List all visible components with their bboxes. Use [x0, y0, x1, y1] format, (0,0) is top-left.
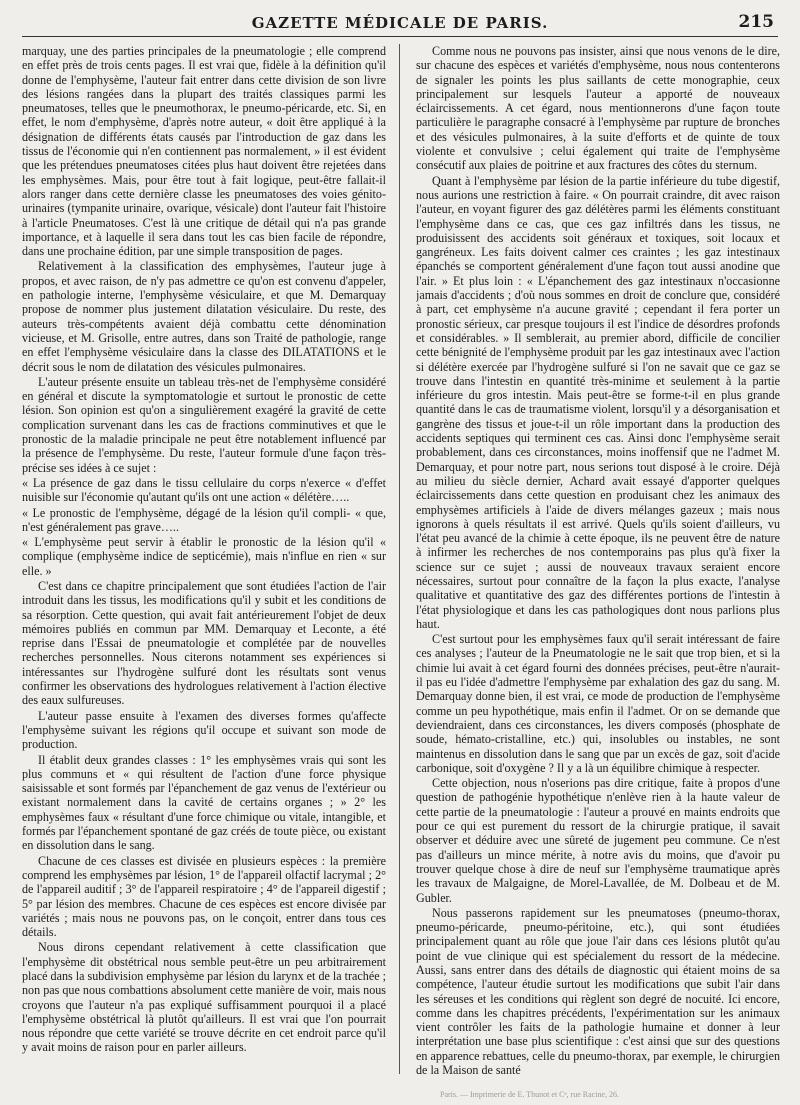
paragraph: L'auteur présente ensuite un tableau très-net de l'emphysème considéré en général et discute la symptomatologie et surtout le pronostic de cette lésion. Son opinion est qu'on a singulièrement exagéré la gravité de cette complication survenant dans les cas de fractions comminutives et que le pronostic de la maladie principale ne peut être notablement influencé par la présence de l'emphysème. Du reste, l'auteur formule d'une façon très-précise ses idées à ce sujet :: [22, 374, 386, 475]
paragraph: Nous dirons cependant relativement à cette classification que l'emphysème dit obstétrical nous semble peut-être un peu arbitrairement placé dans la subdivision emphysème par lésion du larynx et de la trachée ; non pas que nous combattions absolument cette manière de voir, mais nous croyons que l'auteur n'a pas expliqué suffisamment pourquoi il a placé l'emphysème obstétrical là plutôt qu'ailleurs. Il est vrai que l'on pourrait nous répondre que cette variété se trouve décrite en cet endroit parce qu'il y avait moins de raison pour en parler ailleurs.: [22, 940, 386, 1055]
quoted-paragraph: « Le pronostic de l'emphysème, dégagé de la lésion qu'il compli- « que, n'est généralement pas grave…..: [22, 505, 386, 534]
paragraph: marquay, une des parties principales de la pneumatologie ; elle comprend en effet près de trois cents pages. Il est vrai que, fidèle à la définition qu'il donne de l'emphysème, l'auteur fait entrer dans cette division de son livre des lésions rangées dans la plupart des traités classiques parmi les pneumatoses, telles que le pneumothorax, le pneumo-péricarde, etc. Si, en effet, le nom d'emphysème, d'après notre auteur, « doit être appliqué à la désignation de différents états causés par l'introduction de gaz dans les tissus de l'économie qui n'en contiennent pas normalement, » il est évident que les prétendues pneumatoses citées plus haut doivent être rejetées dans les emphysèmes. Mais, pour être tout à fait logique, peut-être fallait-il alors ranger dans cette dernière classe les pneumatoses des voies génito-urinaires (tympanite urinaire, ovarique, vésicale) dont l'auteur fait l'histoire à l'article Pneumatoses. C'est là une critique de détail qui n'a pas grande importance, et à laquelle il sera dans tout les cas bien facile de répondre, dans une prochaine édition, par une simple transposition de pages.: [22, 44, 386, 259]
paragraph: Quant à l'emphysème par lésion de la partie inférieure du tube digestif, nous aurions une restriction à faire. « On pourrait craindre, dit avec raison l'auteur, en voyant figurer des gaz délétères parmi les éléments constituant l'emphysème dans ce cas, que ces gaz infiltrés dans les tissus, ne produisissent des accidents soit généraux et toxiques, soit locaux et gangréneux. Les faits doivent calmer ces craintes ; les gaz intestinaux épanchés se comportent généralement d'une façon tout aussi anodine que l'air. » Et plus loin : « L'épanchement des gaz intestinaux n'occasionne jamais d'accidents ; d'où nous sommes en droit de conclure que, considéré à part, cet emphysème n'a aucune gravité ; cependant il fera porter un pronostic sérieux, car presque toujours il est l'indice de désordres profonds et considérables. » Il semblerait, au premier abord, difficile de concilier cette bénignité de l'emphysème produit par les gaz intestinaux avec l'action si délétère exercée par l'hydrogène sulfuré si l'on ne savait que ce gaz se trouve dans l'intestin en quantité très-minime et seulement à la partie inférieure du gros intestin. Mais peut-être se forme-t-il en plus grande quantité dans le cas de traumatisme violent, lorsqu'il y a désorganisation et gangrène des tissus et joue-t-il un rôle important dans la production des accidents septiques qui terminent ces cas. Ainsi donc l'emphysème serait probablement, dans ces circonstances, moins inoffensif que ne l'admet M. Demarquay, et pour notre part, nous serions tout disposé à le croire. Déjà au milieu du siècle dernier, Achard avait essayé d'apporter quelques éclaircissements dans cette question en produisant chez les animaux des emphysèmes artificiels à l'aide de divers mélanges gazeux ; mais nous ignorons à quels résultats il est arrivé. Quels qu'ils soient d'ailleurs, vu l'état peu avancé de la chimie à cette époque, ils ne peuvent être de nature à infirmer les recherches de nos contemporains pas plus qu'à fixer la science sur ce sujet ; aussi de nouveaux travaux seraient encore nécessaires, surtout pour connaître de la façon la plus exacte, l'analyse qualitative et quantitative des gaz des différentes portions de l'intestin à l'état physiologique et dans les cas pathologiques dont nous parlions plus haut.: [416, 173, 780, 631]
paragraph: Il établit deux grandes classes : 1° les emphysèmes vrais qui sont les plus communs et « qui résultent de l'action d'une force physique saisissable et sont formés par l'épanchement de gaz venus de l'extérieur ou existant normalement dans la cavité de certains organes ; » 2° les emphysèmes faux « résultant d'une force chimique ou vitale, intangible, et formés par l'épanchement spontané de gaz créés de toute pièce, ou existant en dissolution dans le sang.: [22, 752, 386, 853]
page-header: [22, 10, 778, 37]
paragraph: C'est dans ce chapitre principalement que sont étudiées l'action de l'air introduit dans les tissus, les modifications qu'il y subit et les conditions de sa résorption. Cette question, qui avait fait antérieurement l'objet de deux mémoires publiés en commun par MM. Demarquay et Leconte, a été reprise dans l'Essai de pneumatologie et complétée par de nouvelles recherches personnelles. Nous citerons notamment ses expériences si intéressantes sur l'hydrogène sulfuré dont les résultats sont venus confirmer les observations des hydrologues relativement à l'action élective des eaux sulfureuses.: [22, 578, 386, 708]
page-number: 215: [738, 12, 774, 32]
paragraph: Chacune de ces classes est divisée en plusieurs espèces : la première comprend les emphysèmes par lésion, 1° de l'appareil olfactif lacrymal ; 2° de l'appareil auditif ; 3° de l'appareil respiratoire ; 4° de l'appareil digestif ; 5° par lésion des membres. Chacune de ces espèces est encore divisée par variétés ; mais nous ne pouvons pas, on le conçoit, entrer dans tous ces détails.: [22, 853, 386, 940]
paragraph: Cette objection, nous n'oserions pas dire critique, faite à propos d'une question de pathogénie hypothétique n'enlève rien à la haute valeur de cette partie de la pneumatologie : l'auteur a prouvé en maints endroits que pour ce qui est purement du ressort de la chirurgie pratique, il savait observer et déduire avec une sûreté de jugement peu commune. Ce n'est pas d'ailleurs un mince mérite, à notre avis du moins, que d'avoir pu trouver quelque chose à dire de neuf sur l'emphysème traumatique après les travaux de Malgaigne, de Morel-Lavallée, de M. Dolbeau et de M. Gubler.: [416, 776, 780, 905]
right-column: [416, 44, 780, 1084]
column-divider: [399, 44, 400, 1074]
quoted-paragraph: « La présence de gaz dans le tissu cellulaire du corps n'exerce « d'effet nuisible sur l'économie qu'autant qu'ils ont une action « délétère…..: [22, 475, 386, 505]
paragraph: Relativement à la classification des emphysèmes, l'auteur juge à propos, et avec raison, de n'y pas admettre ce qu'on est convenu d'appeler, en pathologie interne, l'emphysème vésiculaire, et que M. Demarquay propose de nommer plus justement dilatation vésiculaire. Du reste, des auteurs très-compétents avaient déjà combattu cette dénomination vicieuse, et M. Grisolle, entre autres, dans son Traité de pathologie, range en effet l'emphysème vésiculaire dans la classe des DILATATIONS et le décrit sous le nom de dilatation des vésicules pulmonaires.: [22, 259, 386, 374]
paragraph: C'est surtout pour les emphysèmes faux qu'il serait intéressant de faire ces analyses ; l'auteur de la Pneumatologie ne le sait que trop bien, et si la chimie lui avait à cet égard fourni des données précises, peut-être n'aurait-il pas eu l'idée d'admettre l'emphysème par exhalation des gaz du sang. M. Demarquay donne bien, il est vrai, ce mode de production de l'emphysème comme un peu hypothétique, mais enfin il l'admet. Or on se demande que deviendraient, dans ces circonstances, les divers composés (phosphate de soude, hémato-cristalline, etc.) qui, insolubles ou instables, ne sont maintenus en dissolution dans le sang que par un excès de gaz, soit d'acide carbonique, soit d'oxygène ? Il y a là un équilibre chimique à respecter.: [416, 632, 780, 775]
left-column: [22, 44, 386, 1084]
paragraph: Comme nous ne pouvons pas insister, ainsi que nous venons de le dire, sur chacune des espèces et variétés d'emphysème, nous nous contenterons de signaler les points les plus saillants de cette monographie, ceux principalement sur lesquels l'auteur a apporté de nouveaux éclaircissements. A cet égard, nous mentionnerons d'une façon toute particulière le paragraphe consacré à l'emphysème par rupture de bronches et des vésicules pulmonaires, à la suite d'efforts et de quinte de toux violente et convulsive ; celui également qui traite de l'emphysème consécutif aux plaies de poitrine et aux fractures des côtes du sternum.: [416, 44, 780, 173]
paragraph: L'auteur passe ensuite à l'examen des diverses formes qu'affecte l'emphysème suivant les régions qu'il occupe et suivant son mode de production.: [22, 708, 386, 752]
journal-title: GAZETTE MÉDICALE DE PARIS.: [251, 14, 549, 32]
paragraph: Nous passerons rapidement sur les pneumatoses (pneumo-thorax, pneumo-péricarde, pneumo-péritoine, etc.), qui sont étudiées principalement quant au rôle que joue l'air dans ces lésions plutôt qu'au point de vue clinique qui est spécialement du ressort de la médecine. Aussi, sans entrer dans des détails de diagnostic qui étaient moins de sa compétence, l'auteur étudie surtout les modifications que subit l'air dans les séreuses et les conditions qui règlent son degré de nocuité. Ici encore, comme dans les chapitres précédents, l'expérimentation sur les animaux vient contrôler les faits de la pathologie humaine et donner à leur interprétation une base plus scientifique : c'est ainsi que sur des questions en apparence rebattues, celle du pneumo-thorax, par exemple, le chirurgien de la Maison de santé: [416, 905, 780, 1078]
quoted-paragraph: « L'emphysème peut servir à établir le pronostic de la lésion qu'il « complique (emphysème indice de septicémie), mais n'influe en rien « sur elle. »: [22, 535, 386, 578]
printer-imprint: Paris. — Imprimerie de E. Thunot et Cᵉ, rue Racine, 26.: [440, 1090, 619, 1099]
